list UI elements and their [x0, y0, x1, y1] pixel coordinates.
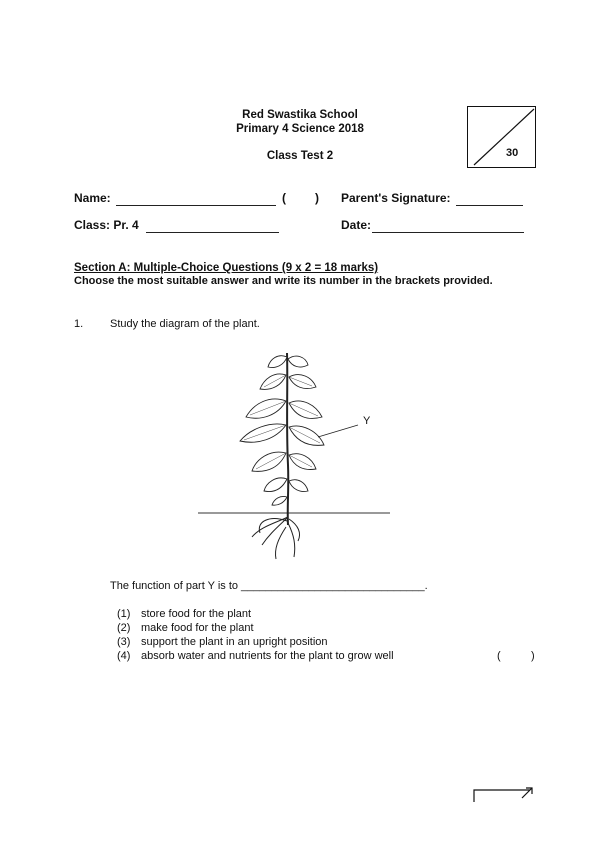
score-total: 30	[506, 147, 519, 159]
option-text: absorb water and nutrients for the plant to grow well	[141, 650, 394, 662]
section-title: Section A: Multiple-Choice Questions (9 x 2 = 18 marks)	[74, 262, 379, 274]
option-2[interactable]	[117, 622, 254, 634]
answer-bracket-open[interactable]: (	[497, 650, 501, 662]
option-text: store food for the plant	[141, 608, 252, 620]
plant-leaves	[240, 356, 324, 505]
name-label: Name:	[74, 191, 111, 205]
register-paren-open: (	[282, 191, 286, 205]
leaf-veins	[244, 375, 320, 469]
page-turn-mark	[472, 786, 536, 804]
question-number: 1.	[74, 318, 84, 330]
option-number: (1)	[117, 608, 131, 620]
plant-diagram	[190, 345, 410, 565]
plant-roots	[252, 517, 300, 559]
option-number: (4)	[117, 650, 131, 662]
option-text: support the plant in an upright position	[141, 636, 328, 648]
name-field[interactable]	[116, 205, 276, 206]
option-number: (3)	[117, 636, 131, 648]
parent-signature-field[interactable]	[456, 205, 523, 206]
score-box-diagonal	[468, 107, 537, 169]
option-4[interactable]	[117, 650, 394, 662]
section-instruction: Choose the most suitable answer and write its number in the brackets provided.	[74, 275, 493, 287]
plant-stem	[287, 353, 288, 525]
school-name: Red Swastika School	[242, 109, 358, 121]
diagram-label-y: Y	[363, 415, 371, 427]
option-3[interactable]	[117, 636, 328, 648]
option-text: make food for the plant	[141, 622, 254, 634]
label-pointer-line	[318, 425, 358, 437]
answer-bracket-close: )	[531, 650, 535, 662]
date-label: Date:	[341, 218, 372, 232]
register-paren-close: )	[315, 191, 319, 205]
score-box	[467, 106, 536, 168]
paper-subtitle: Primary 4 Science 2018	[236, 123, 364, 135]
question-stem: The function of part Y is to ______________________________.	[110, 580, 428, 592]
option-number: (2)	[117, 622, 131, 634]
class-field[interactable]	[146, 232, 279, 233]
question-prompt: Study the diagram of the plant.	[110, 318, 260, 330]
class-label: Class: Pr. 4	[74, 218, 139, 232]
option-1[interactable]	[117, 608, 251, 620]
test-title: Class Test 2	[266, 150, 334, 162]
parent-signature-label: Parent's Signature:	[341, 191, 451, 205]
date-field[interactable]	[372, 232, 524, 233]
